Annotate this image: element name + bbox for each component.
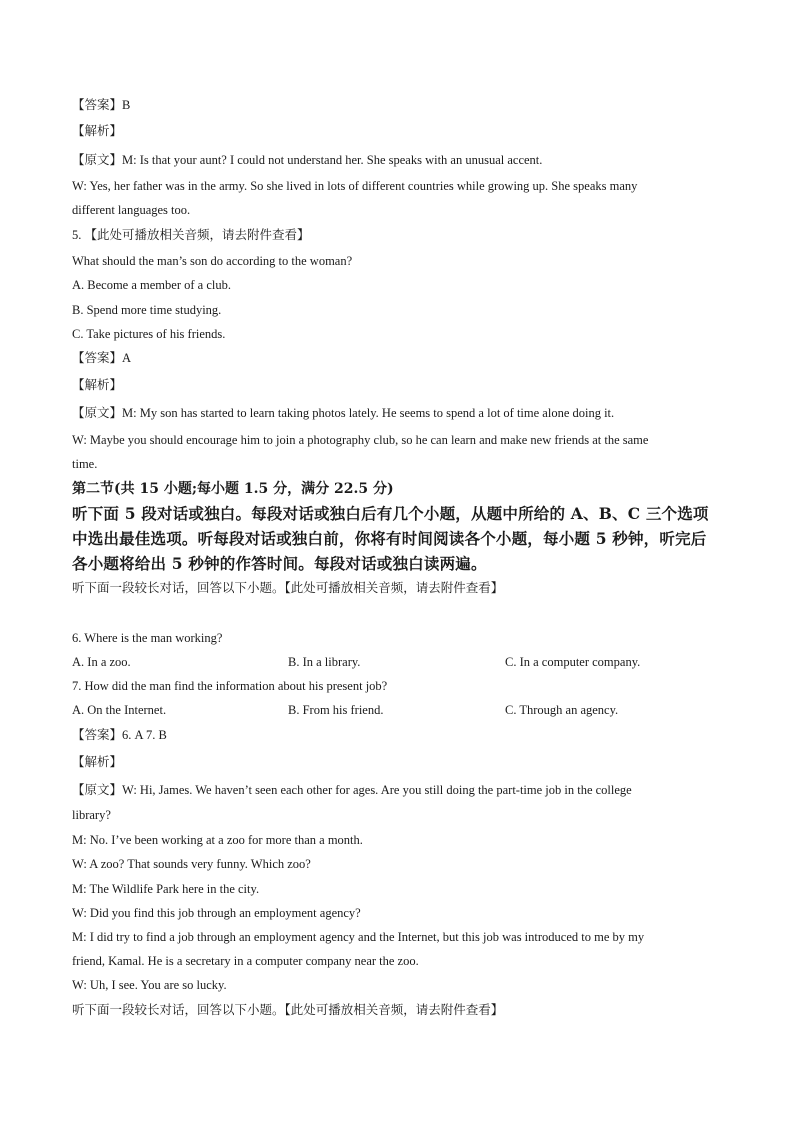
answer-label-4: 【答案】B — [72, 98, 131, 112]
question-6-option-a: A. In a zoo. — [72, 655, 131, 669]
transcript-6-line9: W: Uh, I see. You are so lucky. — [72, 978, 227, 992]
transcript-5-line3: time. — [72, 457, 98, 471]
section-2-instructions-line3: 各小题将给出 5 秒钟的作答时间。每段对话或独白读两遍。 — [72, 554, 487, 573]
question-5-audio: 5. 【此处可播放相关音频，请去附件查看】 — [72, 228, 310, 242]
question-7-option-b: B. From his friend. — [288, 703, 384, 717]
question-6-stem: 6. Where is the man working? — [72, 631, 223, 645]
question-6-option-b: B. In a library. — [288, 655, 361, 669]
transcript-6-line1: 【原文】W: Hi, James. We haven’t seen each other for ages. Are you still doing the part-time job in the college — [72, 783, 632, 797]
question-7-stem: 7. How did the man find the information about his present job? — [72, 679, 388, 693]
dialogue-intro-1: 听下面一段较长对话，回答以下小题。【此处可播放相关音频，请去附件查看】 — [72, 580, 504, 595]
transcript-6-line3: M: No. I’ve been working at a zoo for more than a month. — [72, 833, 363, 847]
section-2-instructions-line2: 中选出最佳选项。听每段对话或独白前，你将有时间阅读各个小题，每小题 5 秒钟，听完后 — [72, 529, 707, 548]
question-6-option-c: C. In a computer company. — [505, 655, 641, 669]
transcript-6-line6: W: Did you find this job through an employment agency? — [72, 906, 361, 920]
question-6-options — [72, 654, 722, 670]
analysis-label-4: 【解析】 — [72, 124, 123, 138]
transcript-6-line4: W: A zoo? That sounds very funny. Which zoo? — [72, 857, 311, 871]
question-5-option-c: C. Take pictures of his friends. — [72, 327, 226, 341]
transcript-6-line2: library? — [72, 808, 111, 822]
question-5-option-a: A. Become a member of a club. — [72, 278, 231, 292]
answer-label-6-7: 【答案】6. A 7. B — [72, 728, 167, 742]
transcript-4-line3: different languages too. — [72, 203, 191, 217]
question-7-option-a: A. On the Internet. — [72, 703, 167, 717]
analysis-label-5: 【解析】 — [72, 378, 123, 392]
question-7-option-c: C. Through an agency. — [505, 703, 619, 717]
question-7-options — [72, 702, 722, 718]
section-2-instructions-line1: 听下面 5 段对话或独白。每段对话或独白后有几个小题，从题中所给的 A、B、C 三个选项 — [72, 504, 709, 523]
transcript-4-line1: 【原文】M: Is that your aunt? I could not understand her. She speaks with an unusual accent. — [72, 153, 543, 167]
transcript-4-line2: W: Yes, her father was in the army. So she lived in lots of different countries while growing up. She speaks many — [72, 179, 638, 193]
transcript-6-line8: friend, Kamal. He is a secretary in a computer company near the zoo. — [72, 954, 419, 968]
question-5-stem: What should the man’s son do according to the woman? — [72, 254, 353, 268]
analysis-label-6-7: 【解析】 — [72, 755, 123, 769]
answer-label-5: 【答案】A — [72, 351, 132, 365]
transcript-5-line1: 【原文】M: My son has started to learn taking photos lately. He seems to spend a lot of time alone doing it. — [72, 406, 615, 420]
section-2-heading: 第二节(共 15 小题;每小题 1.5 分，满分 22.5 分) — [72, 481, 394, 497]
transcript-6-line5: M: The Wildlife Park here in the city. — [72, 882, 260, 896]
dialogue-intro-2: 听下面一段较长对话，回答以下小题。【此处可播放相关音频，请去附件查看】 — [72, 1002, 504, 1017]
transcript-6-line7: M: I did try to find a job through an employment agency and the Internet, but this job was introduced to me by my — [72, 930, 645, 944]
question-5-option-b: B. Spend more time studying. — [72, 303, 222, 317]
transcript-5-line2: W: Maybe you should encourage him to join a photography club, so he can learn and make new friends at the same — [72, 433, 649, 447]
